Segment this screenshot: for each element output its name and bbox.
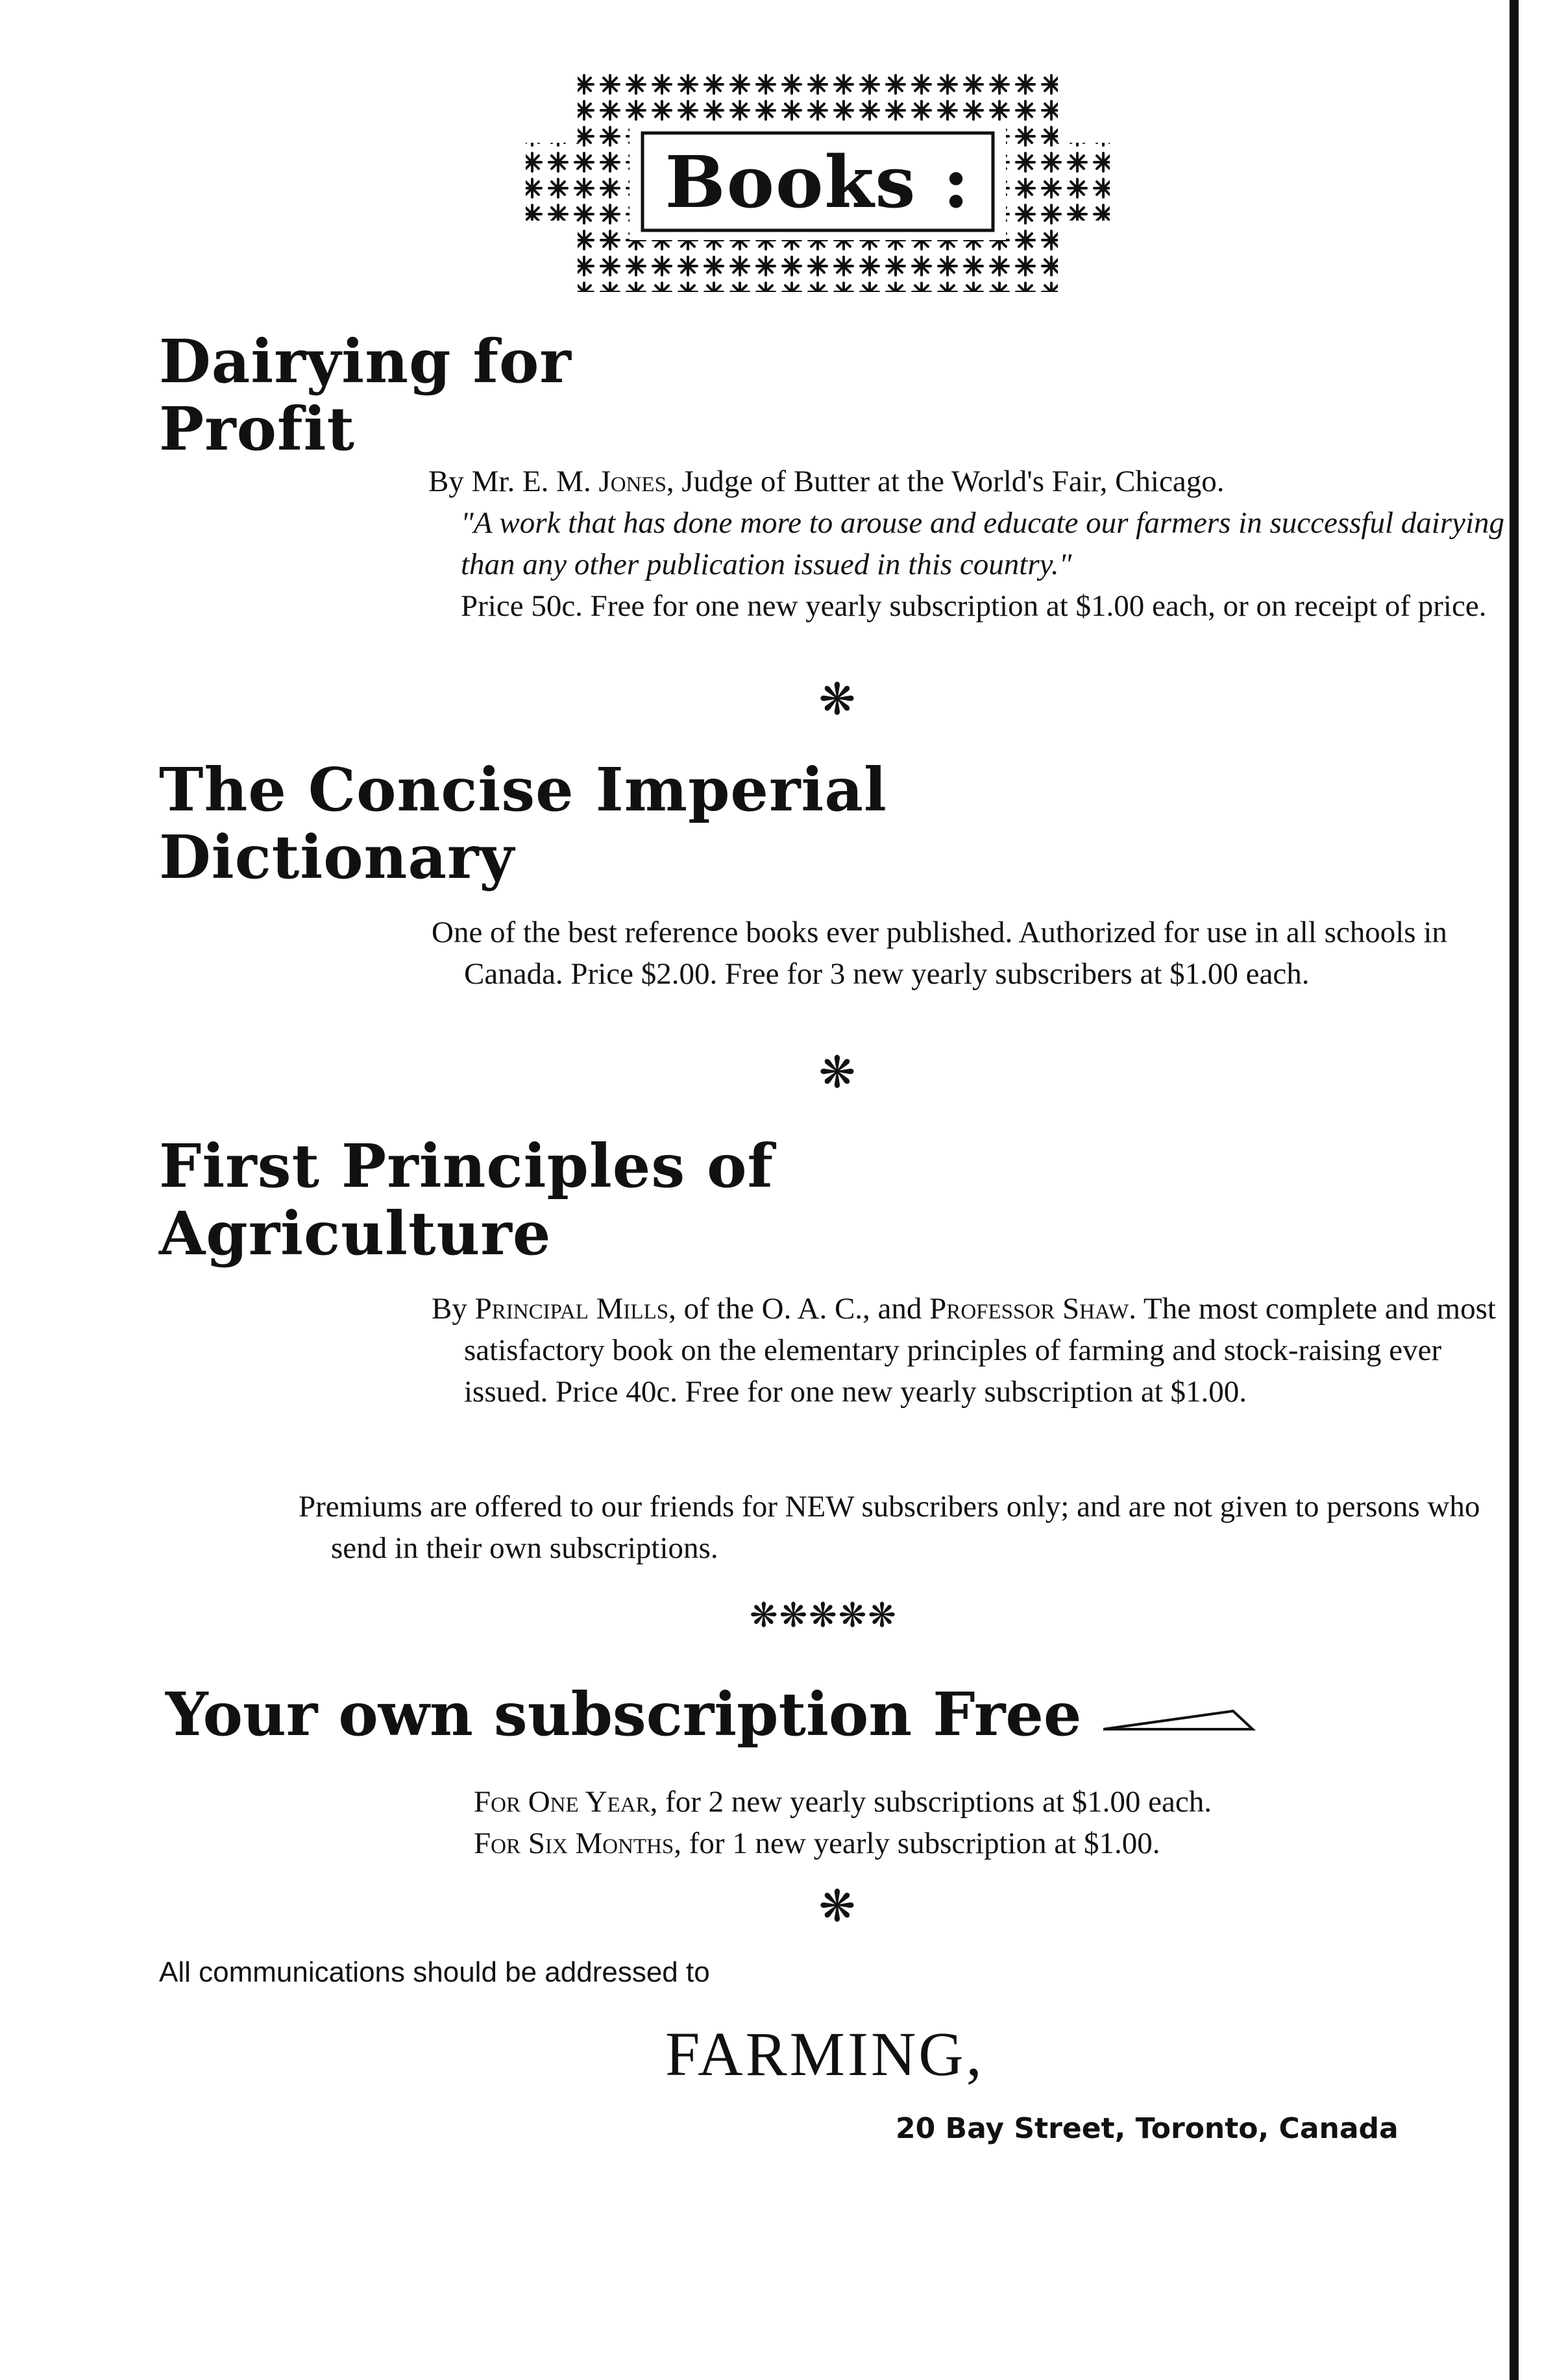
term-six-months <box>474 1823 1486 1864</box>
agriculture-description <box>432 1288 1528 1413</box>
dictionary-description: One of the best reference books ever published. Authorized for use in all schools in Canada. Price $2.00. Free for 3 new yearly subscribers at $1.00 each. <box>432 916 1447 991</box>
free-subscription-terms <box>474 1781 1486 1864</box>
authors-joiner: , of the O. A. C., and <box>668 1292 922 1326</box>
term-text: , for 1 new yearly subscription at $1.00. <box>674 1827 1160 1860</box>
byline-intro: By Mr. E. M. <box>428 465 591 498</box>
section-heading-dictionary <box>159 756 887 891</box>
pointer-arrow-icon <box>1103 1703 1272 1742</box>
term-one-year <box>474 1781 1486 1823</box>
premiums-text: Premiums are offered to our friends for NEW subscribers only; and are not given to persons who send in their own subscriptions. <box>299 1490 1480 1565</box>
term-label: For Six Months <box>474 1827 674 1860</box>
description-text: . The most complete and most satisfactory book on the elementary principles of farming and stock-raising ever issued. Price 40c. Free for one new yearly subscription at $1.00. <box>464 1292 1496 1409</box>
review-quote <box>428 502 1506 585</box>
author-name: Principal Mills <box>474 1292 669 1326</box>
author-name: Jones <box>598 465 667 498</box>
quote-text: "A work that has done more to arouse and educate our farmers in successful dairying than any other publication issued in this country." <box>461 506 1505 581</box>
section-text-dictionary <box>432 912 1528 995</box>
free-subscription-heading: Your own subscription Free <box>165 1679 1082 1749</box>
heading-line: The Concise Imperial <box>159 755 887 825</box>
page-edge-rule <box>1510 0 1519 2380</box>
heading-line: Dictionary <box>159 822 515 892</box>
premiums-note <box>299 1486 1532 1569</box>
section-text-agriculture <box>432 1288 1528 1413</box>
byline <box>428 461 1506 502</box>
by-text: By <box>432 1292 467 1326</box>
asterisk-ornament: ❋ <box>818 1881 856 1932</box>
books-banner <box>493 71 1142 292</box>
heading-line: Dairying for <box>159 326 572 396</box>
asterisk-ornament: ❋ <box>818 674 856 725</box>
heading-line: Agriculture <box>159 1198 552 1269</box>
term-label: For One Year <box>474 1785 650 1819</box>
heading-line: Profit <box>159 394 356 464</box>
author-name: Professor Shaw <box>929 1292 1129 1326</box>
publisher-name: FARMING, <box>665 2019 985 2089</box>
section-heading-dairying <box>159 328 572 463</box>
asterisk-ornament: ❋ <box>818 1047 856 1099</box>
publisher-address: 20 Bay Street, Toronto, Canada <box>896 2112 1399 2145</box>
banner-title: Books : <box>665 140 971 224</box>
asterisk-row-ornament: ❋❋❋❋❋ <box>750 1596 898 1635</box>
term-text: , for 2 new yearly subscriptions at $1.00 each. <box>650 1785 1212 1819</box>
price-text: Price 50c. Free for one new yearly subscription at $1.00 each, or on receipt of price. <box>461 589 1487 623</box>
communications-line: All communications should be addressed to <box>159 1956 710 1988</box>
section-heading-agriculture <box>159 1132 774 1267</box>
heading-line: First Principles of <box>159 1131 774 1201</box>
byline-rest: , Judge of Butter at the World's Fair, Chicago. <box>666 465 1225 498</box>
section-text-dairying <box>428 461 1506 627</box>
